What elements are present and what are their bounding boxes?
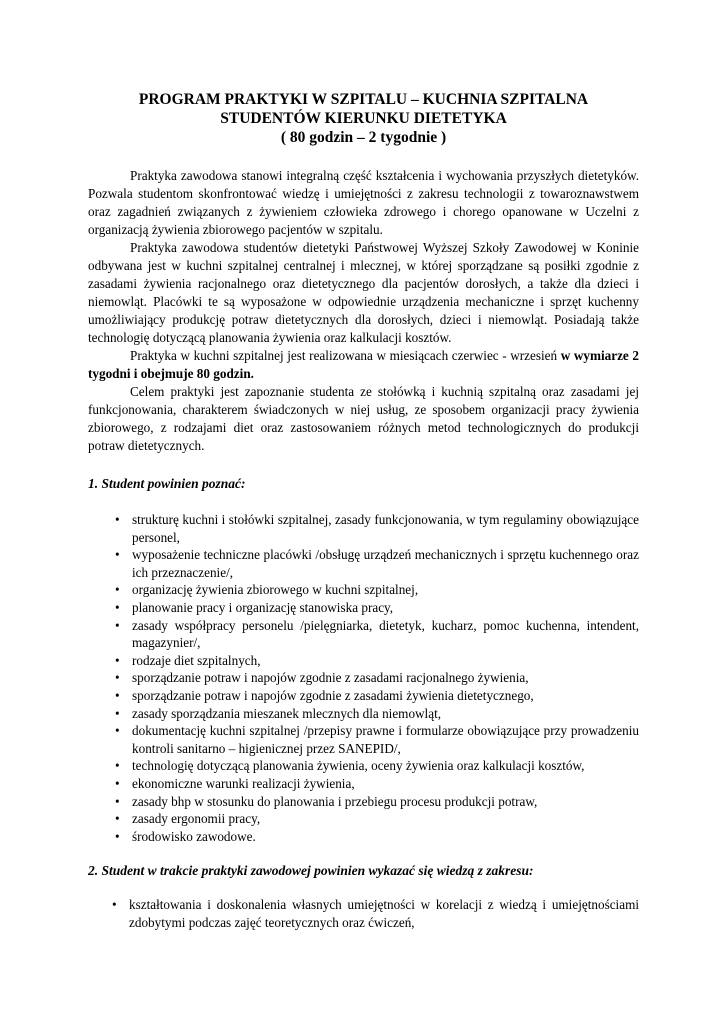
document-page <box>88 90 639 931</box>
bullet-icon: • <box>115 811 120 827</box>
section-1-list-item-text: zasady ergonomii pracy, <box>132 811 261 827</box>
intro-paragraph-3 <box>88 347 639 383</box>
bullet-icon: • <box>112 897 117 913</box>
section-1-list-item-text: technologię dotyczącą planowania żywienia, oceny żywienia oraz kalkulacji kosztów, <box>132 758 585 774</box>
intro-paragraph-2: Praktyka zawodowa studentów dietetyki Państwowej Wyższej Szkoły Zawodowej w Koninie odbywana jest w kuchni szpitalnej centralnej i mlecznej, w której sporządzane są posiłki zgodnie z zasadami żywienia racjonalnego oraz dietetycznego dla pacjentów dorosłych, a także dla dzieci i niemowląt. Placówki te są wyposażone w odpowiednie urządzenia mechaniczne i sprzęt kuchenny umożliwiający produkcję potraw dietetycznych dla dorosłych, dzieci i niemowląt. Posiadają także technologię dotyczącą planowania żywienia oraz kalkulacji kosztów. <box>88 240 639 345</box>
section-2-list-item <box>112 896 639 931</box>
bullet-icon: • <box>115 687 120 703</box>
section-1-list-item <box>115 617 639 652</box>
section-1-list-item-text: planowanie pracy i organizację stanowiska pracy, <box>132 599 394 615</box>
section-1-list-item <box>115 511 639 546</box>
section-1-list-item-text: rodzaje diet szpitalnych, <box>132 652 261 668</box>
section-1-list-item <box>115 775 639 793</box>
intro-section <box>88 167 639 455</box>
title-line-2: STUDENTÓW KIERUNKU DIETETYKA <box>220 110 507 127</box>
section-1-list-item <box>115 652 639 670</box>
intro-paragraph-1: Praktyka zawodowa stanowi integralną część kształcenia i wychowania przyszłych dietetyków. Pozwala studentom skonfrontować wiedzę i umiejętności z zakresu technologii z towaroznawstwem oraz zagadnień związanych z żywieniem człowieka zdrowego i chorego opanowane w Uczelni z organizacją żywienia zbiorowego pacjentów w szpitalu. <box>88 168 639 237</box>
section-1-list-item-text: sporządzanie potraw i napojów zgodnie z zasadami żywienia dietetycznego, <box>132 687 534 703</box>
intro-paragraph-4: Celem praktyki jest zapoznanie studenta ze stołówką i kuchnią szpitalną oraz zasadami jej funkcjonowania, charakterem świadczonych w niej usług, ze sposobem organizacji pracy żywienia zbiorowego, z rodzajami diet oraz zastosowaniem różnych metod technologicznych do produkcji potraw dietetycznych. <box>88 384 639 453</box>
section-1-list-item-text: dokumentację kuchni szpitalnej /przepisy prawne i formularze obowiązujące przy prowadzeniu kontroli sanitarno – higienicznej przez SANEPID/, <box>132 723 639 756</box>
bullet-icon: • <box>115 670 120 686</box>
section-1-list-item-text: wyposażenie techniczne placówki /obsługę urządzeń mechanicznych i sprzętu kuchennego oraz ich przeznaczenie/, <box>132 547 639 580</box>
bullet-icon: • <box>115 775 120 791</box>
section-1-list-item <box>115 722 639 757</box>
section-1-list-item <box>115 581 639 599</box>
section-1-list-item-text: zasady bhp w stosunku do planowania i przebiegu procesu produkcji potraw, <box>132 793 538 809</box>
bullet-icon: • <box>115 652 120 668</box>
section-1-list-item <box>115 599 639 617</box>
section-1-list-item <box>115 810 639 828</box>
section-1-list-item-text: zasady sporządzania mieszanek mlecznych dla niemowląt, <box>132 705 442 721</box>
section-1-heading: 1. Student powinien poznać: <box>88 476 246 491</box>
section-1-list-item <box>115 705 639 723</box>
section-1-list-item-text: strukturę kuchni i stołówki szpitalnej, zasady funkcjonowania, w tym regulaminy obowiązujące personel, <box>132 512 639 545</box>
section-2-heading: 2. Student w trakcie praktyki zawodowej powinien wykazać się wiedzą z zakresu: <box>88 863 534 879</box>
intro-paragraph-3-text: Praktyka w kuchni szpitalnej jest realizowana w miesiącach czerwiec - wrzesień <box>130 348 558 363</box>
bullet-icon: • <box>115 547 120 563</box>
section-1-list-item <box>115 687 639 705</box>
section-2-list <box>88 896 639 931</box>
intro-paragraph-3-bold: w wymiarze 2 tygodni i obejmuje 80 godzin. <box>88 348 639 381</box>
bullet-icon: • <box>115 512 120 527</box>
bullet-icon: • <box>115 705 120 721</box>
bullet-icon: • <box>115 723 120 739</box>
section-1-list-item <box>115 793 639 811</box>
document-title <box>88 90 639 147</box>
section-1-list-item <box>115 546 639 581</box>
bullet-icon: • <box>115 828 120 844</box>
section-1-list-item <box>115 828 639 846</box>
bullet-icon: • <box>115 617 120 633</box>
title-line-1: PROGRAM PRAKTYKI W SZPITALU – KUCHNIA SZPITALNA <box>138 91 589 108</box>
section-1-list-item-text: środowisko zawodowe. <box>132 828 256 844</box>
bullet-icon: • <box>115 793 120 809</box>
section-1-list-item-text: sporządzanie potraw i napojów zgodnie z zasadami racjonalnego żywienia, <box>132 670 529 686</box>
section-1-list-item <box>115 757 639 775</box>
section-1-list-item-text: ekonomiczne warunki realizacji żywienia, <box>132 775 355 791</box>
bullet-icon: • <box>115 582 120 598</box>
section-1-list-item-text: zasady współpracy personelu /pielęgniarka, dietetyk, kucharz, pomoc kuchenna, intendent, magazynier/, <box>132 617 639 651</box>
section-2-list-item-text: kształtowania i doskonalenia własnych umiejętności w korelacji z wiedzą i umiejętnościami zdobytymi podczas zajęć teoretycznych oraz ćwiczeń, <box>129 897 639 930</box>
bullet-icon: • <box>115 758 120 774</box>
section-1-list <box>88 511 639 845</box>
section-1-list-item-text: organizację żywienia zbiorowego w kuchni szpitalnej, <box>132 582 419 598</box>
bullet-icon: • <box>115 599 120 615</box>
section-1-list-item <box>115 669 639 687</box>
title-line-3: ( 80 godzin – 2 tygodnie ) <box>280 129 447 146</box>
